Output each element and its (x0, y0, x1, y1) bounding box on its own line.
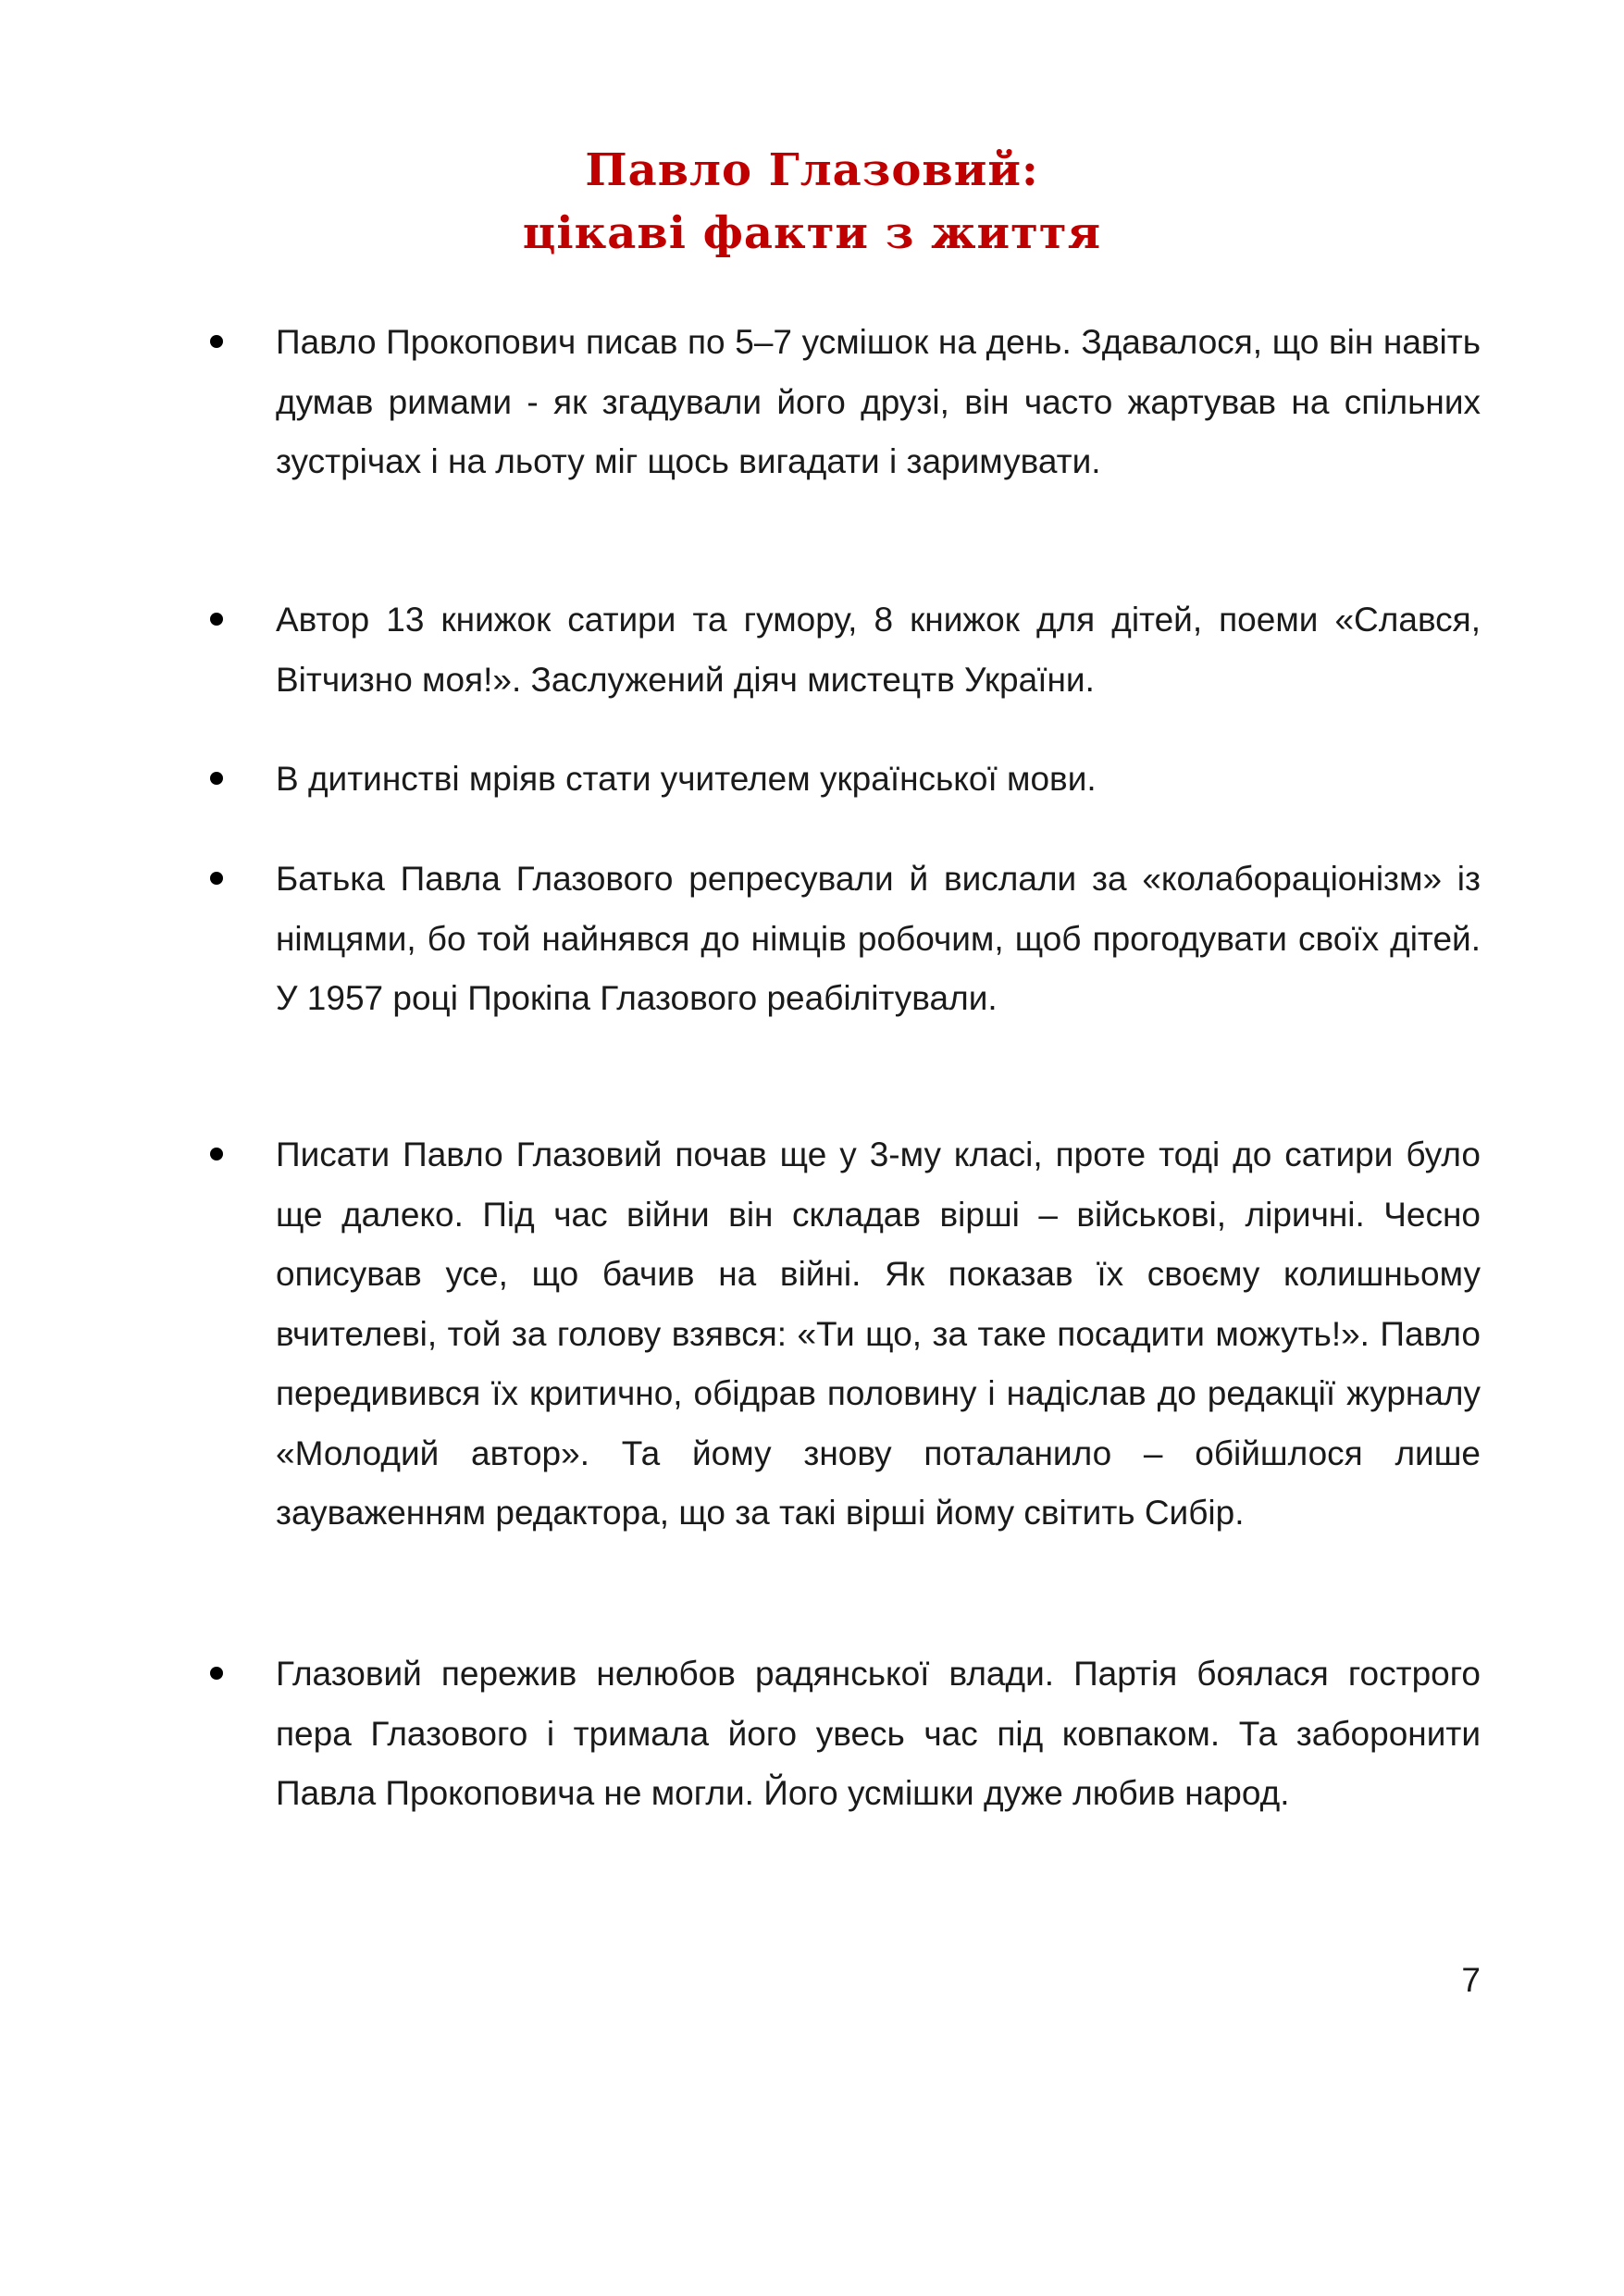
list-item: Павло Прокопович писав по 5–7 усмішок на день. Здавалося, що він навіть думав римами - як згадували його друзі, він часто жартував на спільних зустрічах і на льоту міг щось вигадати і заримувати. (276, 323, 1481, 480)
bullet-icon (210, 772, 223, 785)
list-item: Глазовий пережив нелюбов радянської влади. Партія боялася гострого пера Глазового і тримала його увесь час під ковпаком. Та заборонити Павла Прокоповича не могли. Його усмішки дуже любив народ. (276, 1655, 1481, 1812)
list-item: Батька Павла Глазового репресували й вислали за «колабораціонізм» із німцями, бо той найнявся до німців робочим, щоб прогодувати своїх дітей. У 1957 році Прокіпа Глазового реабілітували. (276, 860, 1481, 1017)
bullet-icon (210, 1667, 223, 1680)
list-item: Писати Павло Глазовий почав ще у 3-му класі, проте тоді до сатири було ще далеко. Під час війни він складав вірші – військові, ліричні. Чесно описував усе, що бачив на війні. Як показав їх своєму колишньому вчителеві, той за голову взявся: «Ти що, за таке посадити можуть!». Павло передивився їх критично, обідрав половину і надіслав до редакції журналу «Молодий автор». Та йому знову поталанило – обійшлося лише зауваженням редактора, що за такі вірші йому світить Сибір. (276, 1136, 1481, 1532)
bullet-icon (210, 335, 223, 348)
page-number: 7 (1461, 1961, 1481, 1999)
bullet-icon (210, 613, 223, 626)
list-item: Автор 13 книжок сатири та гумору, 8 книжок для дітей, поеми «Слався, Вітчизно моя!». Заслужений діяч мистецтв України. (276, 601, 1481, 699)
title-line-2: цікаві факти з життя (522, 207, 1102, 259)
bullet-icon (210, 872, 223, 885)
title-line-1: Павло Глазовий: (585, 144, 1039, 196)
bullet-icon (210, 1148, 223, 1160)
list-item: В дитинстві мріяв стати учителем української мови. (276, 760, 1097, 798)
page-title (0, 139, 1624, 265)
